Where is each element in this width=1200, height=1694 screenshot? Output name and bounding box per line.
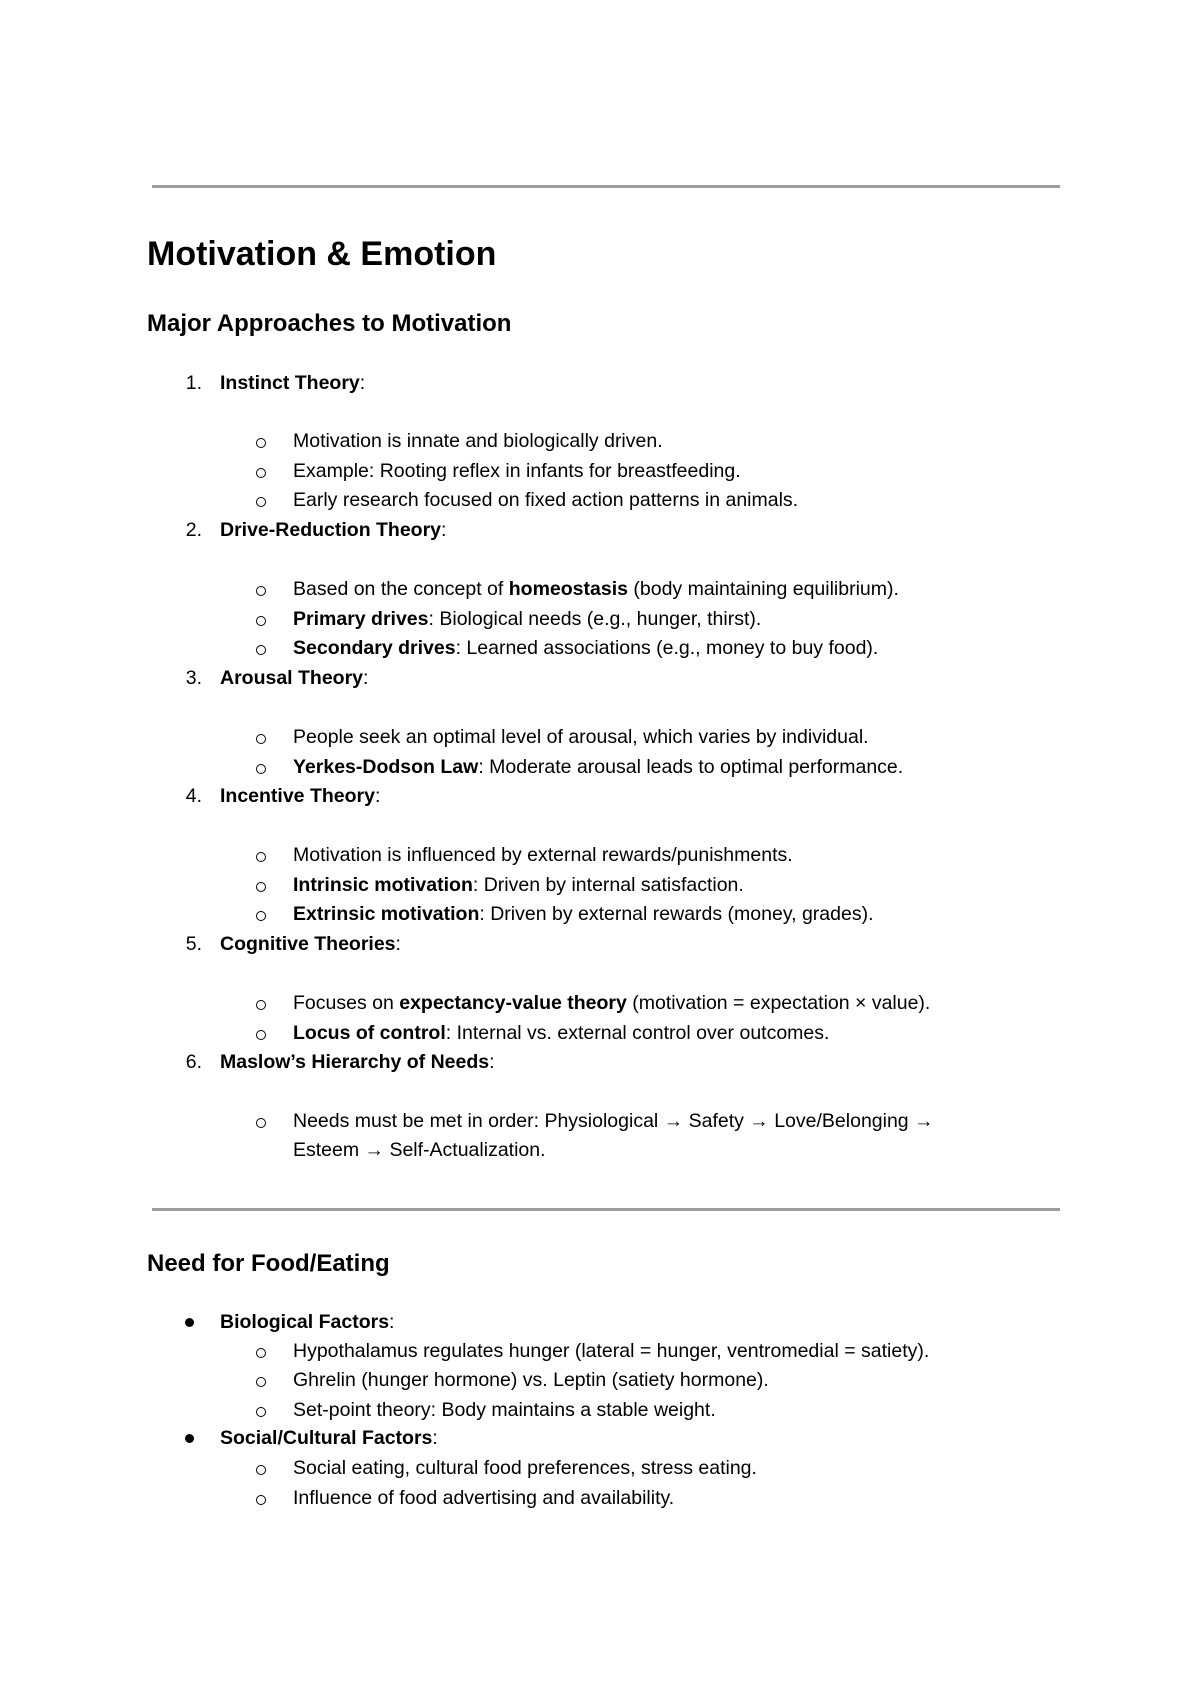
list-item: Motivation is influenced by external rewards/punishments. — [293, 844, 793, 866]
list-number: 5. — [185, 933, 202, 955]
list-item: Needs must be met in order: Physiological → Safety → Love/Belonging → — [293, 1110, 934, 1132]
hollow-bullet-icon — [256, 1118, 266, 1128]
hollow-bullet-icon — [256, 1000, 266, 1010]
list-item: Secondary drives: Learned associations (e.g., money to buy food). — [293, 637, 879, 659]
hollow-bullet-icon — [256, 911, 266, 921]
hollow-bullet-icon — [256, 1465, 266, 1475]
list-item: Hypothalamus regulates hunger (lateral = hunger, ventromedial = satiety). — [293, 1340, 930, 1362]
list-item-label: Arousal Theory: — [220, 667, 369, 689]
section-heading-food: Need for Food/Eating — [147, 1250, 390, 1277]
list-item: Extrinsic motivation: Driven by external rewards (money, grades). — [293, 903, 874, 925]
list-item: Yerkes-Dodson Law: Moderate arousal leads to optimal performance. — [293, 756, 904, 778]
list-item-label: Maslow’s Hierarchy of Needs: — [220, 1051, 495, 1073]
hollow-bullet-icon — [256, 1348, 266, 1358]
hollow-bullet-icon — [256, 734, 266, 744]
list-item: Early research focused on fixed action patterns in animals. — [293, 489, 799, 511]
page-title: Motivation & Emotion — [147, 235, 497, 273]
list-item: Influence of food advertising and availability. — [293, 1487, 675, 1509]
hollow-bullet-icon — [256, 1030, 266, 1040]
list-number: 1. — [185, 372, 202, 394]
hollow-bullet-icon — [256, 764, 266, 774]
horizontal-rule-top — [152, 185, 1060, 188]
hollow-bullet-icon — [256, 852, 266, 862]
list-item: Based on the concept of homeostasis (body maintaining equilibrium). — [293, 578, 899, 600]
list-item: Example: Rooting reflex in infants for breastfeeding. — [293, 460, 741, 482]
section-heading-approaches: Major Approaches to Motivation — [147, 310, 512, 337]
list-item: Motivation is innate and biologically driven. — [293, 430, 663, 452]
list-item: Focuses on expectancy-value theory (motivation = expectation × value). — [293, 992, 931, 1014]
hollow-bullet-icon — [256, 1407, 266, 1417]
hollow-bullet-icon — [256, 645, 266, 655]
bullet-icon — [185, 1434, 194, 1443]
hollow-bullet-icon — [256, 438, 266, 448]
list-item-label: Drive-Reduction Theory: — [220, 519, 447, 541]
hollow-bullet-icon — [256, 616, 266, 626]
list-item-label: Social/Cultural Factors: — [220, 1427, 438, 1449]
list-item: Ghrelin (hunger hormone) vs. Leptin (satiety hormone). — [293, 1369, 769, 1391]
list-item: Locus of control: Internal vs. external control over outcomes. — [293, 1022, 830, 1044]
bullet-icon — [185, 1318, 194, 1327]
list-number: 2. — [185, 519, 202, 541]
list-item: Primary drives: Biological needs (e.g., hunger, thirst). — [293, 608, 762, 630]
list-item: People seek an optimal level of arousal, which varies by individual. — [293, 726, 869, 748]
list-item-label: Biological Factors: — [220, 1311, 395, 1333]
hollow-bullet-icon — [256, 497, 266, 507]
list-number: 6. — [185, 1051, 202, 1073]
list-item-label: Cognitive Theories: — [220, 933, 401, 955]
hollow-bullet-icon — [256, 468, 266, 478]
horizontal-rule-middle — [152, 1208, 1060, 1211]
list-item: Intrinsic motivation: Driven by internal satisfaction. — [293, 874, 744, 896]
list-number: 3. — [185, 667, 202, 689]
hollow-bullet-icon — [256, 882, 266, 892]
list-item-label: Instinct Theory: — [220, 372, 366, 394]
list-item-label: Incentive Theory: — [220, 785, 381, 807]
hollow-bullet-icon — [256, 1377, 266, 1387]
hollow-bullet-icon — [256, 586, 266, 596]
list-number: 4. — [185, 785, 202, 807]
hollow-bullet-icon — [256, 1495, 266, 1505]
list-item-continuation: Esteem → Self-Actualization. — [293, 1139, 546, 1161]
list-item: Social eating, cultural food preferences, stress eating. — [293, 1457, 757, 1479]
list-item: Set-point theory: Body maintains a stable weight. — [293, 1399, 716, 1421]
